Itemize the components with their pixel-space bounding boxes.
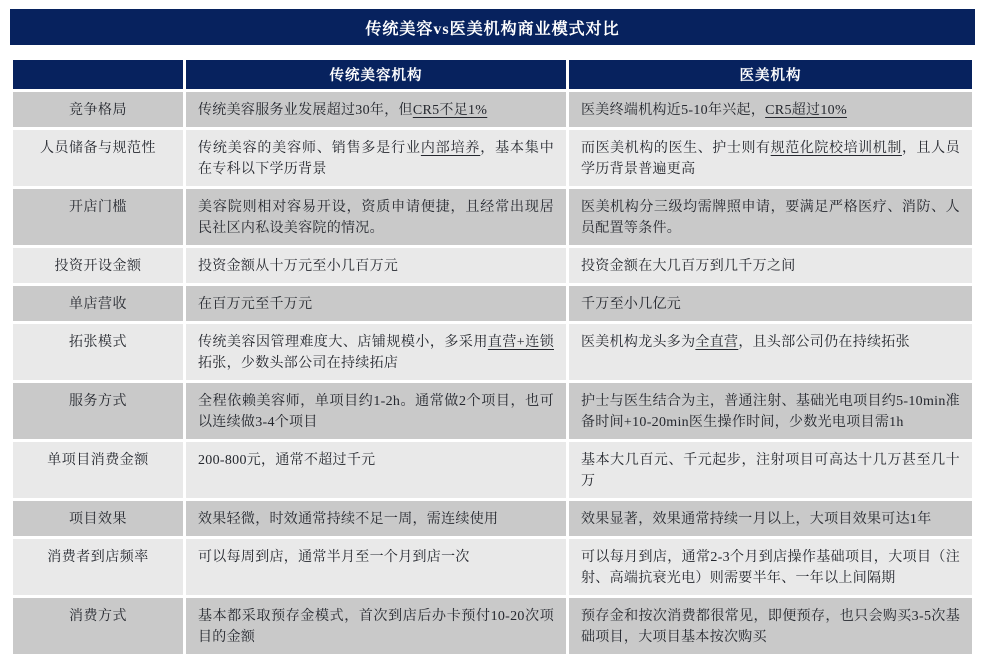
- row-label: 竞争格局: [13, 92, 183, 127]
- text-segment: 而医美机构的医生、护士则有: [581, 141, 771, 156]
- medical-cell: [569, 383, 972, 439]
- text-segment: ，且人员学历背景普遍更高: [581, 141, 960, 177]
- text-segment: 美容院则相对容易开设，资质申请便捷，且经常出现居民社区内私设美容院的情况。: [198, 200, 554, 236]
- medical-cell: [569, 501, 972, 536]
- underlined-text: CR5超过10%: [765, 103, 847, 118]
- traditional-cell: [186, 189, 566, 245]
- underlined-text: 全直营: [695, 335, 739, 350]
- text-segment: 预存金和按次消费都很常见，即便预存，也只会购买3-5次基础项目，大项目基本按次购买: [581, 609, 960, 645]
- traditional-cell: [186, 539, 566, 595]
- table-row: [13, 286, 972, 321]
- traditional-cell: [186, 92, 566, 127]
- medical-cell: [569, 442, 972, 498]
- traditional-cell: [186, 442, 566, 498]
- header-medical: 医美机构: [569, 60, 972, 89]
- traditional-cell: [186, 248, 566, 283]
- text-segment: 传统美容的美容师、销售多是行业: [198, 141, 421, 156]
- text-segment: 可以每周到店，通常半月至一个月到店一次: [198, 550, 470, 565]
- table-row: [13, 324, 972, 380]
- medical-cell: [569, 130, 972, 186]
- text-segment: 投资金额在大几百万到几千万之间: [581, 259, 796, 274]
- row-label: 消费方式: [13, 598, 183, 654]
- traditional-cell: [186, 324, 566, 380]
- row-label: 人员储备与规范性: [13, 130, 183, 186]
- text-segment: 全程依赖美容师，单项目约1-2h。通常做2个项目，也可以连续做3-4个项目: [198, 394, 554, 430]
- traditional-cell: [186, 286, 566, 321]
- table-row: [13, 598, 972, 654]
- row-label: 单店营收: [13, 286, 183, 321]
- medical-cell: [569, 248, 972, 283]
- medical-cell: [569, 324, 972, 380]
- medical-cell: [569, 598, 972, 654]
- text-segment: 千万至小几亿元: [581, 297, 682, 312]
- text-segment: 基本都采取预存金模式，首次到店后办卡预付10-20次项目的金额: [198, 609, 554, 645]
- table-row: [13, 442, 972, 498]
- table-row: [13, 383, 972, 439]
- text-segment: 传统美容因管理难度大、店铺规模小，多采用: [198, 335, 488, 350]
- text-segment: 200-800元，通常不超过千元: [198, 453, 376, 468]
- table-body: [13, 92, 972, 654]
- row-label: 服务方式: [13, 383, 183, 439]
- underlined-text: 内部培养: [420, 141, 481, 156]
- underlined-text: 规范化院校培训机制: [770, 141, 902, 156]
- header-traditional: 传统美容机构: [186, 60, 566, 89]
- table-row: [13, 248, 972, 283]
- table-header-row: [13, 60, 972, 89]
- row-label: 消费者到店频率: [13, 539, 183, 595]
- underlined-text: 直营+连锁: [487, 335, 554, 350]
- header-empty-cell: [13, 60, 183, 89]
- traditional-cell: [186, 598, 566, 654]
- page-title: 传统美容vs医美机构商业模式对比: [365, 20, 620, 38]
- text-segment: ，且头部公司仍在持续拓张: [738, 335, 910, 350]
- text-segment: 拓张，少数头部公司在持续拓店: [198, 356, 399, 371]
- medical-cell: [569, 92, 972, 127]
- row-label: 项目效果: [13, 501, 183, 536]
- traditional-cell: [186, 130, 566, 186]
- text-segment: 医美终端机构近5-10年兴起，: [581, 103, 766, 118]
- medical-cell: [569, 286, 972, 321]
- text-segment: 护士与医生结合为主，普通注射、基础光电项目约5-10min准备时间+10-20min医生操作时间，少数光电项目需1h: [581, 394, 960, 430]
- text-segment: 投资金额从十万元至小几百万元: [198, 259, 399, 274]
- table-row: [13, 130, 972, 186]
- text-segment: 可以每月到店，通常2-3个月到店操作基础项目，大项目（注射、高端抗衰光电）则需要半年、一年以上间隔期: [581, 550, 960, 586]
- text-segment: 效果轻微，时效通常持续不足一周，需连续使用: [198, 512, 499, 527]
- text-segment: ，基本集中在专科以下学历背景: [198, 141, 555, 177]
- traditional-cell: [186, 383, 566, 439]
- text-segment: 效果显著，效果通常持续一月以上，大项目效果可达1年: [581, 512, 932, 527]
- spacer: [10, 45, 975, 57]
- medical-cell: [569, 539, 972, 595]
- text-segment: 在百万元至千万元: [198, 297, 313, 312]
- text-segment: 医美机构龙头多为: [581, 335, 696, 350]
- text-segment: 传统美容服务业发展超过30年，但: [198, 103, 413, 118]
- table-row: [13, 501, 972, 536]
- report-title-bar: [10, 9, 975, 45]
- text-segment: 基本大几百元、千元起步，注射项目可高达十几万甚至几十万: [581, 453, 960, 489]
- row-label: 单项目消费金额: [13, 442, 183, 498]
- text-segment: 医美机构分三级均需牌照申请，要满足严格医疗、消防、人员配置等条件。: [581, 200, 960, 236]
- row-label: 投资开设金额: [13, 248, 183, 283]
- table-row: [13, 92, 972, 127]
- traditional-cell: [186, 501, 566, 536]
- row-label: 开店门槛: [13, 189, 183, 245]
- comparison-table: [10, 57, 975, 657]
- table-row: [13, 189, 972, 245]
- medical-cell: [569, 189, 972, 245]
- table-row: [13, 539, 972, 595]
- row-label: 拓张模式: [13, 324, 183, 380]
- underlined-text: CR5不足1%: [412, 103, 488, 118]
